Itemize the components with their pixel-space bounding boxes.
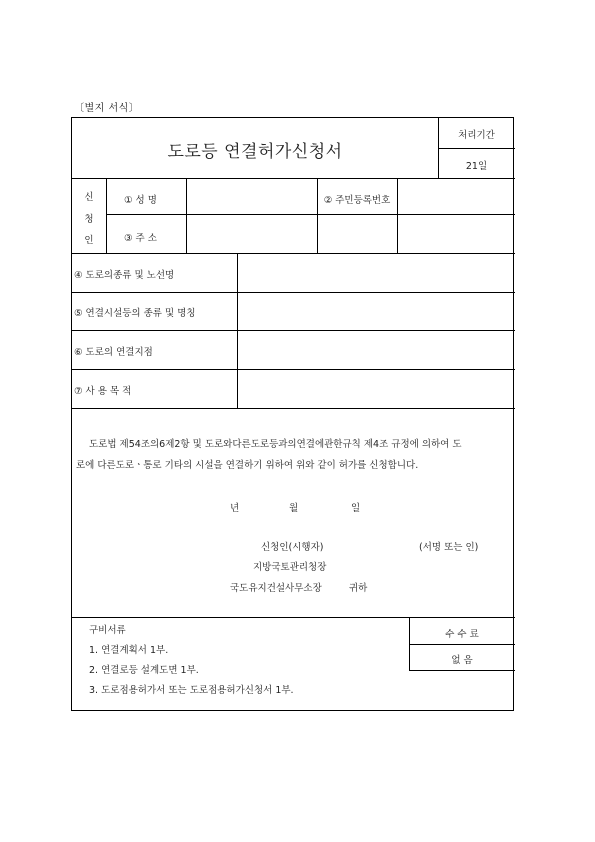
name-label: ① 성 명 (124, 195, 157, 206)
divider (72, 330, 515, 331)
recipient-national-road-office: 국도유지건설사무소장 (230, 583, 322, 594)
divider (72, 292, 515, 293)
divider (72, 617, 515, 618)
page-title: 도로등 연결허가신청서 (167, 142, 343, 162)
application-form (71, 117, 514, 711)
processing-period-label: 처리기간 (458, 130, 495, 141)
divider (106, 178, 107, 253)
divider (106, 214, 515, 215)
facility-type-field[interactable] (242, 305, 510, 319)
required-document-1: 1. 연결계획서 1부. (89, 645, 169, 656)
required-documents-header: 구비서류 (89, 625, 126, 636)
divider (72, 178, 515, 179)
day-label: 일 (351, 503, 361, 514)
year-label: 년 (230, 503, 240, 514)
divider (409, 644, 515, 645)
road-type-label: ④ 도로의종류 및 노선명 (74, 270, 175, 281)
divider (186, 178, 187, 253)
processing-period-value: 21일 (465, 161, 488, 172)
recipient-suffix: 귀하 (349, 583, 368, 594)
divider (72, 369, 515, 370)
form-label: 〔별지 서식〕 (74, 103, 140, 114)
address-label: ③ 주 소 (124, 233, 157, 244)
divider (72, 253, 515, 254)
resident-number-label: ② 주민등록번호 (323, 195, 391, 206)
applicant-signature-label: 신청인(시행자) (261, 542, 324, 553)
fee-value: 없 음 (451, 655, 473, 666)
required-document-2: 2. 연결로등 설계도면 1부. (89, 665, 199, 676)
statement-line-2: 로에 다른도로ㆍ통로 기타의 시설을 연결하기 위하여 위와 같이 허가를 신청합니다. (76, 460, 419, 471)
facility-type-label: ⑤ 연결시설등의 종류 및 명칭 (74, 308, 196, 319)
recipient-regional-office: 지방국토관리청장 (253, 562, 327, 573)
statement-line-1: 도로법 제54조의6제2항 및 도로와다른도로등과의연결에관한규칙 제4조 규정에 의하여 도 (89, 439, 462, 450)
fee-label: 수 수 료 (445, 629, 479, 640)
connection-point-label: ⑥ 도로의 연결지점 (74, 347, 153, 358)
required-document-3: 3. 도로점용허가서 또는 도로점용허가신청서 1부. (89, 685, 294, 696)
applicant-side-label-1: 신 (84, 192, 94, 203)
road-type-field[interactable] (242, 267, 510, 281)
resident-number-field[interactable] (401, 192, 511, 206)
purpose-label: ⑦ 사 용 목 적 (74, 386, 132, 397)
purpose-field[interactable] (242, 383, 510, 397)
divider (72, 408, 515, 409)
sign-or-seal-label: (서명 또는 인) (419, 542, 479, 553)
applicant-side-label-3: 인 (84, 235, 94, 246)
month-label: 월 (289, 503, 299, 514)
address-field[interactable] (190, 230, 510, 244)
divider (409, 670, 515, 671)
divider (438, 148, 515, 149)
name-field[interactable] (190, 192, 314, 206)
connection-point-field[interactable] (242, 344, 510, 358)
applicant-side-label-2: 청 (84, 214, 94, 225)
